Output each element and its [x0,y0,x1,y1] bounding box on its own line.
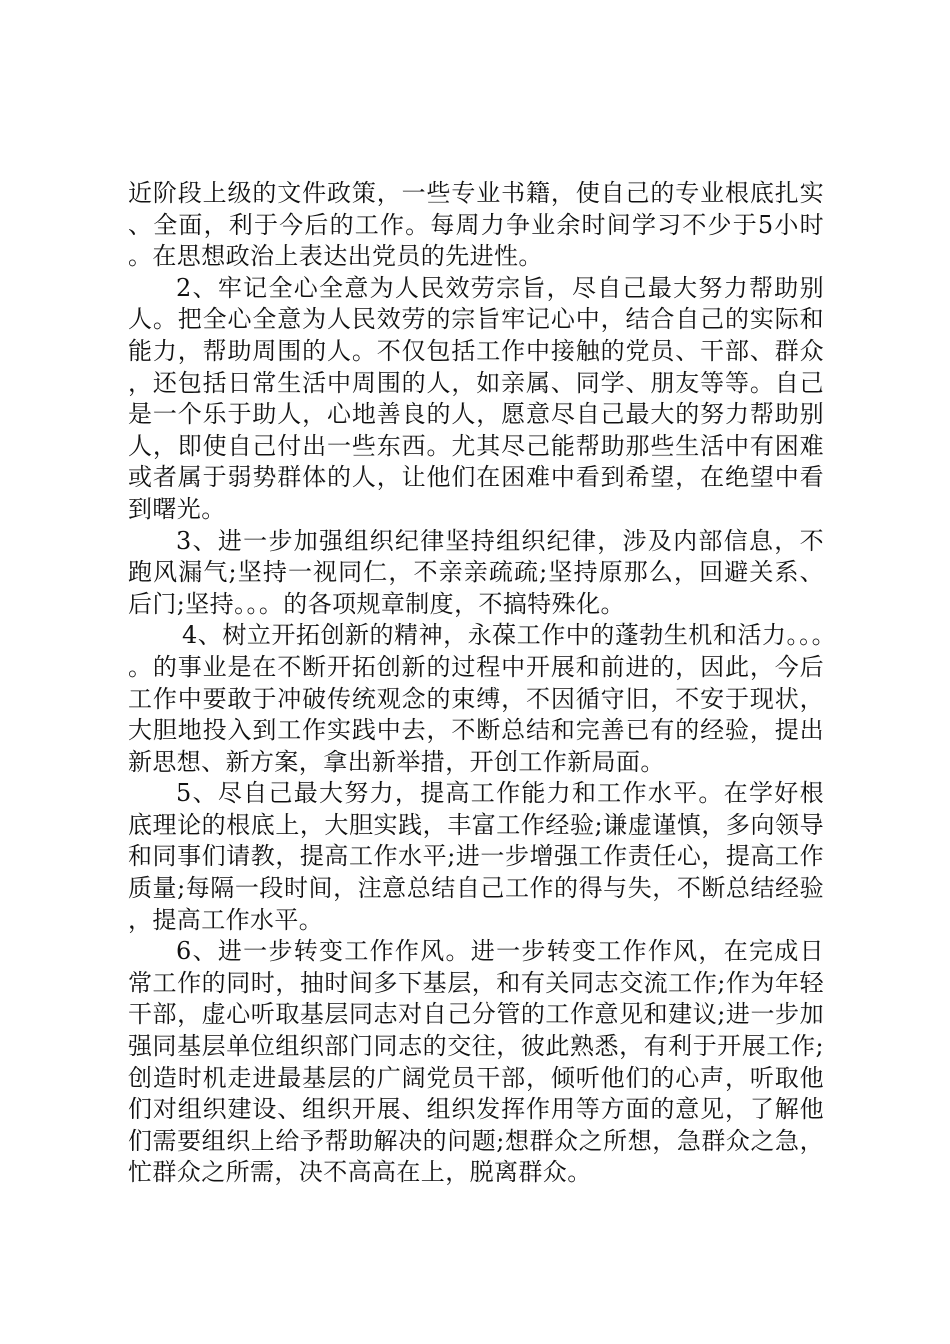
paragraph-item-4: 4、树立开拓创新的精神，永葆工作中的蓬勃生机和活力。。。。的事业是在不断开拓创新的过程中开展和前进的，因此，今后工作中要敢于冲破传统观念的束缚，不因循守旧，不安于现状，大胆地投入到工作实践中去，不断总结和完善已有的经验，提出新思想、新方案，拿出新举措，开创工作新局面。 [128,621,824,776]
document-body [128,178,824,1189]
paragraph-item-3: 3、进一步加强组织纪律坚持组织纪律，涉及内部信息，不跑风漏气;坚持一视同仁，不亲亲疏疏;坚持原那么，回避关系、后门;坚持。。。的各项规章制度，不搞特殊化。 [128,526,824,618]
paragraph-item-6: 6、进一步转变工作作风。进一步转变工作作风，在完成日常工作的同时，抽时间多下基层，和有关同志交流工作;作为年轻干部，虚心听取基层同志对自己分管的工作意见和建议;进一步加强同基层单位组织部门同志的交往，彼此熟悉，有利于开展工作;创造时机走进最基层的广阔党员干部，倾听他们的心声，听取他们对组织建设、组织开展、组织发挥作用等方面的意见，了解他们需要组织上给予帮助解决的问题;想群众之所想，急群众之急，忙群众之所需，决不高高在上，脱离群众。 [128,937,824,1187]
paragraph-item-2: 2、牢记全心全意为人民效劳宗旨，尽自己最大努力帮助别人。把全心全意为人民效劳的宗旨牢记心中，结合自己的实际和能力，帮助周围的人。不仅包括工作中接触的党员、干部、群众，还包括日常生活中周围的人，如亲属、同学、朋友等等。自己是一个乐于助人，心地善良的人，愿意尽自己最大的努力帮助别人，即使自己付出一些东西。尤其尽己能帮助那些生活中有困难或者属于弱势群体的人，让他们在困难中看到希望，在绝望中看到曙光。 [128,273,824,523]
paragraph-continued: 近阶段上级的文件政策，一些专业书籍，使自己的专业根底扎实、全面，利于今后的工作。每周力争业余时间学习不少于5小时。在思想政治上表达出党员的先进性。 [128,179,824,271]
paragraph-item-5: 5、尽自己最大努力，提高工作能力和工作水平。在学好根底理论的根底上，大胆实践，丰富工作经验;谦虚谨慎，多向领导和同事们请教，提高工作水平;进一步增强工作责任心，提高工作质量;每隔一段时间，注意总结自己工作的得与失，不断总结经验，提高工作水平。 [128,779,824,934]
